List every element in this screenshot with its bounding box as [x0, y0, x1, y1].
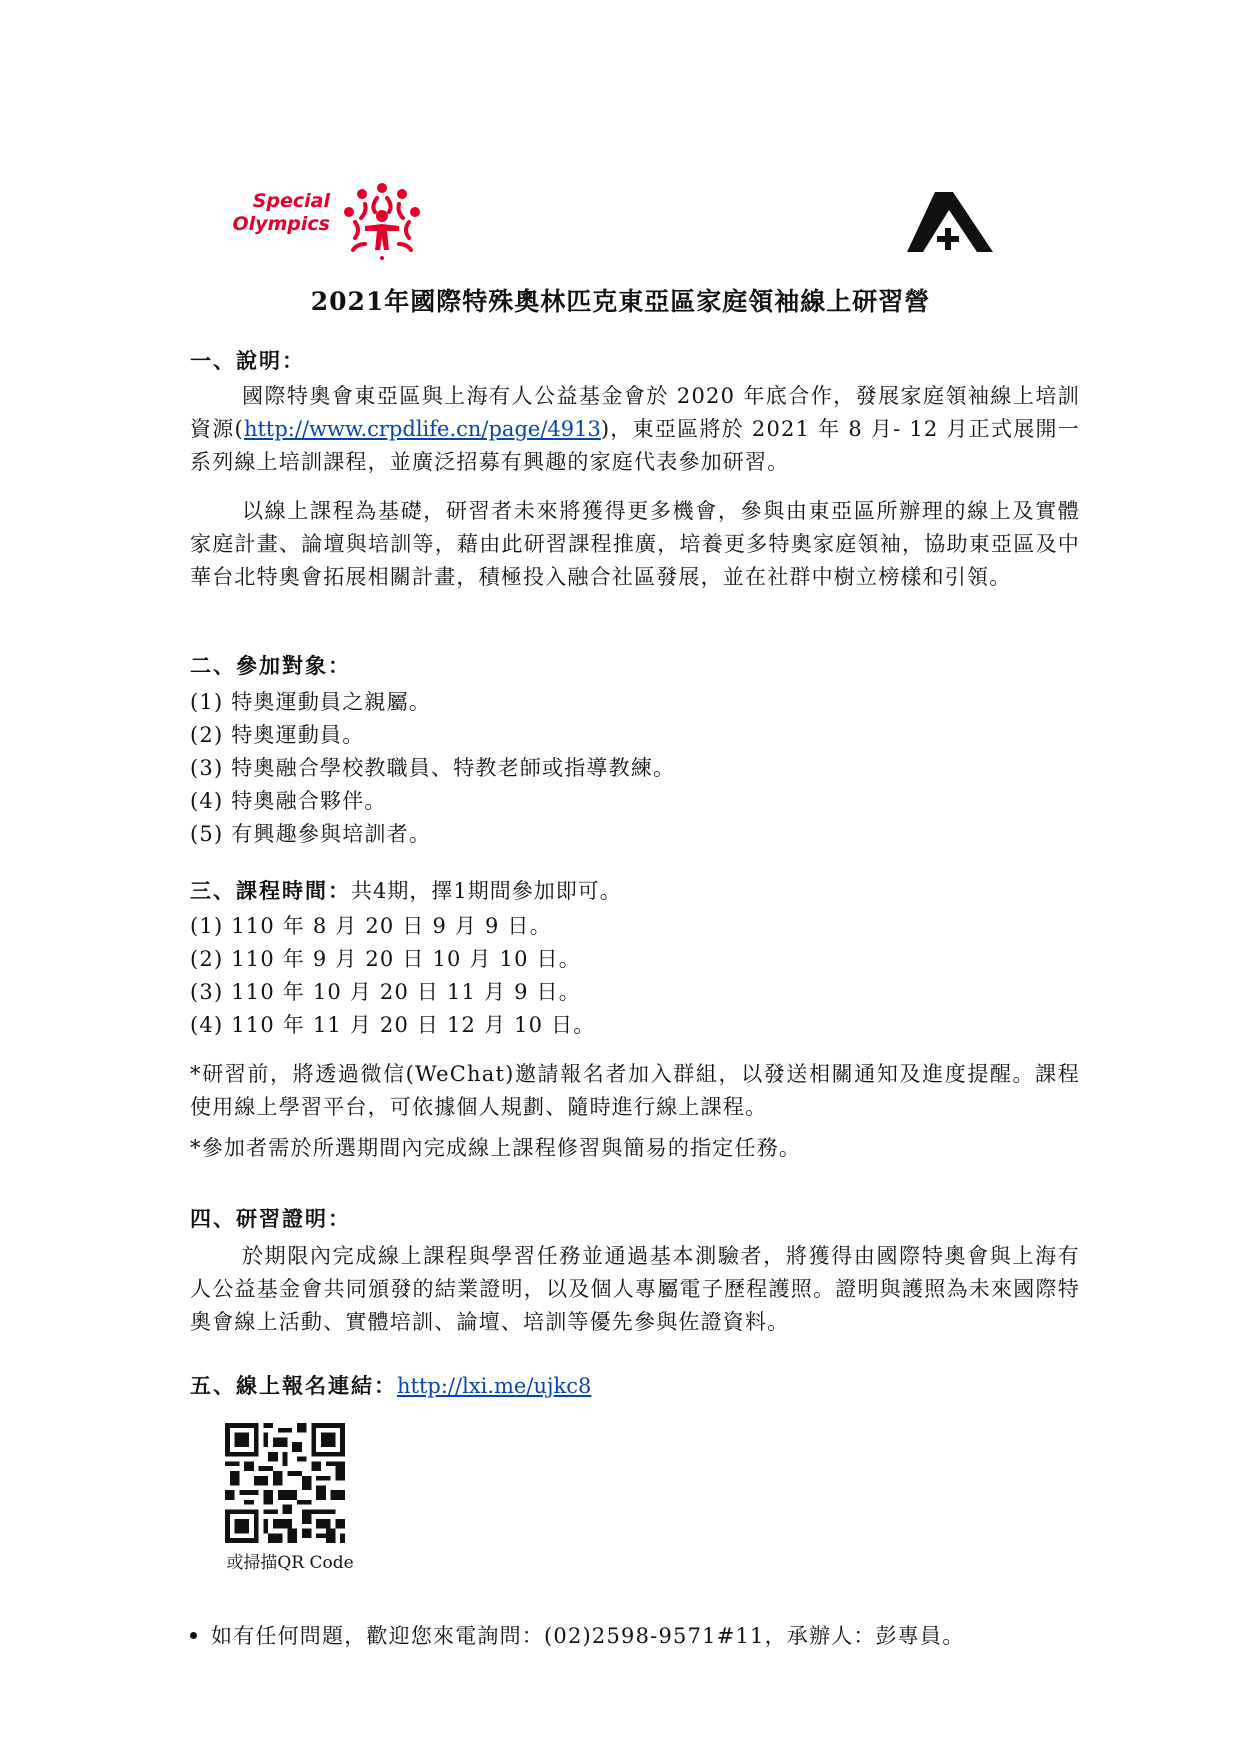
section-5-heading: 五、線上報名連結：http://lxi.me/ujkc8: [190, 1373, 592, 1398]
special-olympics-wordmark: Special Olympics: [232, 190, 330, 235]
qr-code-icon[interactable]: [225, 1423, 345, 1543]
qr-caption: 或掃描QR Code: [226, 1553, 354, 1573]
section-4-paragraph: 於期限內完成線上課程與學習任務並通過基本測驗者，將獲得由國際特奧會與上海有人公益基金會共同頒發的結業證明，以及個人專屬電子歷程護照。證明與護照為未來國際特奧會線上活動、實體培訓、論壇、培訓等優先參與佐證資料。: [190, 1244, 1080, 1334]
list-item: (1) 110 年 8 月 20 日 9 月 9 日。: [190, 914, 552, 938]
participant-list: [190, 686, 1080, 851]
list-item: (2) 特奧運動員。: [190, 723, 365, 747]
list-item: (4) 110 年 11 月 20 日 12 月 10 日。: [190, 1013, 596, 1037]
section-3-heading-note: 共4期，擇1期間參加即可。: [351, 879, 622, 903]
section-3-note-2: *參加者需於所選期間內完成線上課程修習與簡易的指定任務。: [190, 1136, 802, 1160]
section-3-note-1: *研習前，將透過微信(WeChat)邀請報名者加入群組，以發送相關通知及進度提醒。課程使用線上學習平台，可依據個人規劃、隨時進行線上課程。: [190, 1062, 1080, 1119]
list-item: (5) 有興趣參與培訓者。: [190, 822, 432, 846]
a-plus-logo-icon: [905, 190, 995, 255]
bullet-dot-icon: [190, 1632, 197, 1639]
registration-link[interactable]: http://lxi.me/ujkc8: [397, 1374, 592, 1398]
section-4-heading: 四、研習證明：: [190, 1206, 351, 1231]
section-1-paragraph-2: 以線上課程為基礎，研習者未來將獲得更多機會，參與由東亞區所辦理的線上及實體家庭計畫、論壇與培訓等，藉由此研習課程推廣，培養更多特奧家庭領袖，協助東亞區及中華台北特奧會拓展相關計畫，積極投入融合社區發展，並在社群中樹立榜樣和引領。: [190, 499, 1080, 589]
contact-text: 如有任何問題，歡迎您來電詢問：(02)2598-9571#11，承辦人：彭專員。: [211, 1624, 965, 1648]
section-3-heading: 三、課程時間：共4期，擇1期間參加即可。: [190, 878, 622, 903]
section-1-heading: 一、說明：: [190, 348, 305, 373]
special-olympics-logo: [205, 178, 427, 262]
list-item: (1) 特奧運動員之親屬。: [190, 690, 432, 714]
crpdlife-link[interactable]: http://www.crpdlife.cn/page/4913: [243, 417, 601, 441]
list-item: (4) 特奧融合夥伴。: [190, 789, 387, 813]
schedule-list: [190, 910, 1080, 1042]
list-item: (2) 110 年 9 月 20 日 10 月 10 日。: [190, 947, 581, 971]
special-olympics-emblem-icon: [339, 178, 425, 262]
contact-bullet: [190, 1620, 964, 1650]
section-2-heading: 二、參加對象：: [190, 653, 351, 678]
document-title: 2021年國際特殊奧林匹克東亞區家庭領袖線上研習營: [310, 287, 931, 316]
list-item: (3) 特奧融合學校教職員、特教老師或指導教練。: [190, 756, 676, 780]
list-item: (3) 110 年 10 月 20 日 11 月 9 日。: [190, 980, 581, 1004]
section-1-paragraph-1: 國際特奧會東亞區與上海有人公益基金會於 2020 年底合作，發展家庭領袖線上培訓資源(http://www.crpdlife.cn/page/4913)，東亞區將於 2021 年 8 月- 12 月正式展開一系列線上培訓課程，並廣泛招募有興趣的家庭代表參加研習。: [190, 384, 1081, 474]
